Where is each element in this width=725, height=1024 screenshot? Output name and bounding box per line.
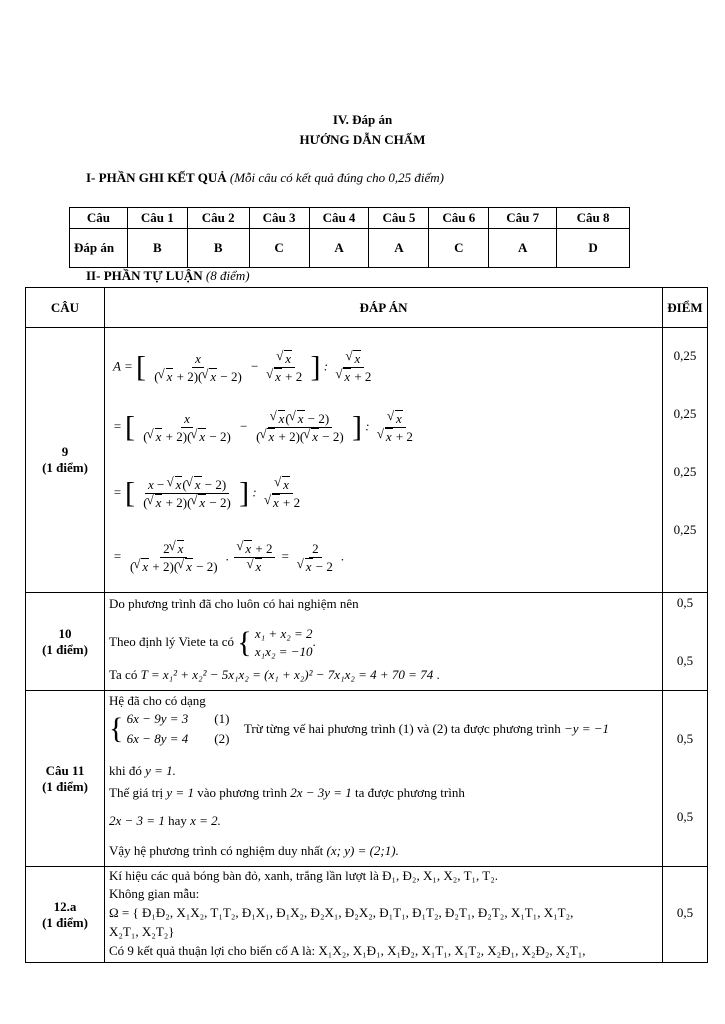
q11-score-2: 0,5 (676, 809, 694, 824)
q9-points: (1 điểm) (42, 460, 88, 475)
q9-step-1: A = [ $\frac{x}{(√ x + 2)(√ x - 2)}$ − √ x √ x + 2 ] : √ x √ x + 2 (113, 350, 376, 385)
q11-line-3-math: y = 1. (145, 763, 176, 778)
q12a-line-4: X₂T₁, X₂T₂} (109, 924, 175, 939)
q10-label-cell (26, 593, 105, 691)
table-row-q11 (26, 691, 708, 867)
answer-table (69, 207, 630, 268)
q9-label: 9 (61, 444, 69, 459)
table-row-q10 (26, 593, 708, 691)
q9-step-3: = [ $\frac{x - √ x(√ x - 2)}{(√ x + 2)(√ x - 2)}$ ] : √ x √ x + 2 (113, 476, 305, 511)
q10-score-1: 0,5 (676, 595, 694, 610)
q11-line-4-text-a: Thế giá trị (109, 785, 164, 800)
q11-subtract-result: −y = −1 (563, 721, 610, 736)
q12a-line-2: Không gian mẫu: (109, 886, 200, 901)
q10-score-2: 0,5 (676, 653, 694, 668)
question-header: Câu 1 (127, 208, 187, 229)
q9-step-4: = $\frac{2√ x}{(√ x + 2)(√ x - 2)}$ . √ x + 2 √ x = 2 √ x − 2 . (113, 540, 344, 575)
q12a-score: 0,5 (676, 905, 694, 920)
q10-line-3: Ta có T = x₁² + x₂² − 5x₁x₂ = (x₁ + x₂)² − 7x₁x₂ = 4 + 70 = 74 . (109, 667, 440, 682)
q10-score-cell (663, 593, 708, 691)
section-2-heading (86, 268, 250, 284)
q11-line-4 (109, 785, 465, 801)
q11-label-cell (26, 691, 105, 867)
q9-score-cell (663, 328, 708, 593)
q11-line-6-math: (x; y) = (2;1). (326, 843, 399, 858)
q11-eq-2: 6x − 8y = 4 (126, 731, 189, 746)
question-header: Câu 2 (187, 208, 249, 229)
answer-cell: A (489, 229, 557, 268)
q11-answer (105, 691, 663, 867)
q9-answer (105, 328, 663, 593)
q11-line-2: { 6x − 9y = 3 (1) 6x − 8y = 4 (2) Trừ từng vế hai phương trình (1) và (2) ta được phương trình −y = −1 (109, 711, 610, 746)
q11-line-1: Hệ đã cho có dạng (109, 693, 206, 708)
q9-label-cell (26, 328, 105, 593)
q11-line-4-math-2: 2x − 3y = 1 (290, 785, 352, 800)
answer-cell: A (309, 229, 369, 268)
q10-line-3-text: Ta có (109, 667, 138, 682)
q11-points: (1 điểm) (42, 778, 88, 794)
q11-line-4-math-1: y = 1 (166, 785, 194, 800)
q10-line-1: Do phương trình đã cho luôn có hai nghiệm nên (109, 596, 359, 611)
section-2-label: II- PHẦN TỰ LUẬN (86, 268, 203, 283)
q11-score-cell (663, 691, 708, 867)
q10-line-3-math: T = x₁² + x₂² − 5x₁x₂ = (x₁ + x₂)² − 7x₁x₂ = 4 + 70 = 74 (140, 667, 434, 682)
q12a-points: (1 điểm) (42, 914, 88, 930)
question-header: Câu 6 (429, 208, 489, 229)
q11-eq-1: 6x − 9y = 3 (126, 711, 189, 726)
q11-line-5 (109, 813, 221, 829)
q12a-label: 12.a (53, 898, 77, 914)
q11-eq-1-tag: (1) (214, 711, 230, 726)
answer-cell: C (429, 229, 489, 268)
q11-line-6 (109, 843, 399, 859)
question-header: Câu 5 (369, 208, 429, 229)
q9-score-4: 0,25 (673, 522, 697, 537)
col-header-question: CÂU (26, 288, 105, 328)
q10-system-eq-1: x₁ + x₂ = 2 (254, 626, 313, 641)
q11-line-5-math-2: x = 2. (190, 813, 221, 828)
section-2-note: (8 điểm) (205, 268, 250, 283)
answer-cell: A (369, 229, 429, 268)
q12a-line-1: Kí hiệu các quả bóng bàn đỏ, xanh, trắng lần lượt là Đ₁, Đ₂, X₁, X₂, T₁, T₂. (109, 868, 499, 883)
question-header: Câu 7 (489, 208, 557, 229)
q12a-label-cell (26, 867, 105, 963)
q11-line-3 (109, 763, 176, 779)
question-header: Câu 4 (309, 208, 369, 229)
answer-cell: C (249, 229, 309, 268)
q12a-answer (105, 867, 663, 963)
col-header-answer: ĐÁP ÁN (105, 288, 663, 328)
q9-score-1: 0,25 (673, 348, 697, 363)
q12a-line-5: Có 9 kết quả thuận lợi cho biến cố A là: X₁X₂, X₁Đ₁, X₁Đ₂, X₁T₁, X₁T₂, X₂Đ₁, X₂Đ₂, X₂T₁, (109, 943, 586, 958)
answer-cell: D (557, 229, 630, 268)
q11-line-3-text: khi đó (109, 763, 142, 778)
answer-row-label: Đáp án (70, 229, 128, 268)
question-header: Câu 3 (249, 208, 309, 229)
q10-answer (105, 593, 663, 691)
answer-cell: B (127, 229, 187, 268)
q9-score-3: 0,25 (673, 464, 697, 479)
section-1-label: I- PHẦN GHI KẾT QUẢ (86, 170, 227, 185)
table-row-q9 (26, 328, 708, 593)
q11-line-5-text: hay (168, 813, 187, 828)
col-header-score: ĐIỂM (663, 288, 708, 328)
q11-eq-2-tag: (2) (214, 731, 230, 746)
q9-score-2: 0,25 (673, 406, 697, 421)
q11-subtract-text: Trừ từng vế hai phương trình (1) và (2) ta được phương trình (243, 721, 561, 736)
q10-label: 10 (58, 625, 72, 641)
answer-table-head-label: Câu (70, 208, 128, 229)
q10-line-2-text: Theo định lý Viete ta có (109, 633, 234, 649)
q10-line-2: Theo định lý Viete ta có { x₁ + x₂ = 2 x₁x₂ = −10 . (109, 626, 316, 659)
q11-line-6-text: Vậy hệ phương trình có nghiệm duy nhất (109, 843, 324, 858)
q11-label: Câu 11 (45, 762, 85, 778)
q11-line-5-math-1: 2x − 3 = 1 (109, 813, 165, 828)
answer-cell: B (187, 229, 249, 268)
q12a-score-cell (663, 867, 708, 963)
section-1-heading (86, 170, 444, 186)
q12a-line-3: Ω = { Đ₁Đ₂, X₁X₂, T₁T₂, Đ₁X₁, Đ₁X₂, Đ₂X₁, Đ₂X₂, Đ₁T₁, Đ₁T₂, Đ₂T₁, Đ₂T₂, X₁T₁, X₁T₂, (109, 905, 574, 920)
q9-step-2: = [ $\frac{x}{(√ x + 2)(√ x - 2)}$ − √ $\frac{x(√ x - 2)}{(√ x + 2)(√ x - 2)}$ ] : √ x √ x + 2 (113, 410, 418, 445)
q11-score-1: 0,5 (676, 731, 694, 746)
essay-table (25, 287, 708, 963)
q11-line-4-text-c: ta được phương trình (355, 785, 465, 800)
q10-system-eq-2: x₁x₂ = −10 (254, 644, 313, 659)
q11-line-4-text-b: vào phương trình (197, 785, 287, 800)
title-1: IV. Đáp án (332, 112, 393, 127)
title-2: HƯỚNG DẪN CHẤM (299, 132, 426, 147)
table-row-q12a (26, 867, 708, 963)
section-1-note: (Mỗi câu có kết quả đúng cho 0,25 điểm) (229, 170, 444, 185)
q10-points: (1 điểm) (42, 641, 88, 657)
question-header: Câu 8 (557, 208, 630, 229)
